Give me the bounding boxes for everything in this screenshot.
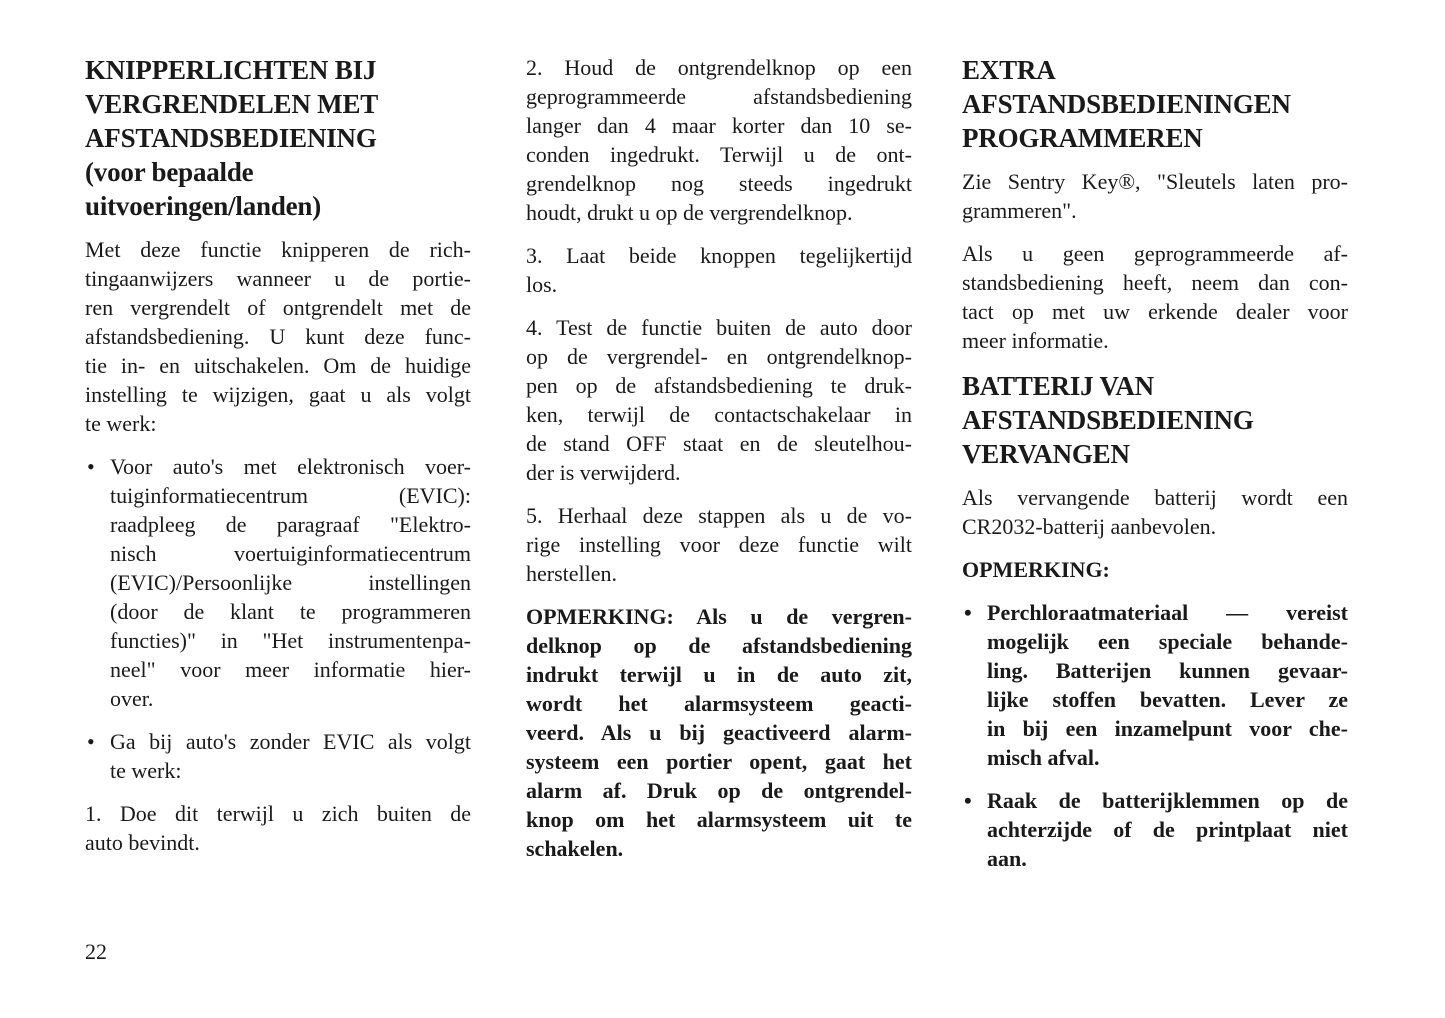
paragraph <box>526 53 912 227</box>
text-line: standsbediening heeft, neem dan con- <box>962 270 1348 295</box>
text-line: tact op met uw erkende dealer voor <box>962 299 1348 324</box>
text-line: (voor bepaalde <box>85 157 254 187</box>
text-line: CR2032-batterij aanbevolen. <box>962 514 1217 539</box>
bullet-item <box>962 598 1348 772</box>
text-line: afstandsbediening. U kunt deze func- <box>85 324 471 349</box>
text-line: achterzijde of de printplaat niet <box>987 817 1348 842</box>
text-line: uitvoeringen/landen) <box>85 191 322 221</box>
paragraph <box>526 501 912 588</box>
text-line: knop om het alarmsysteem uit te <box>526 807 912 832</box>
text-line: Voor auto's met elektronisch voer- <box>110 454 471 479</box>
text-line: indrukt terwijl u in de auto zit, <box>526 662 912 687</box>
text-line: conden ingedrukt. Terwijl u de ont- <box>526 142 912 167</box>
text-line: raadpleeg de paragraaf "Elektro- <box>110 512 471 537</box>
text-line: BATTERIJ VAN <box>962 371 1154 401</box>
text-line: grammeren". <box>962 198 1077 223</box>
text-line: VERVANGEN <box>962 439 1130 469</box>
text-line: PROGRAMMEREN <box>962 123 1203 153</box>
text-line: Als u geen geprogrammeerde af- <box>962 241 1348 266</box>
text-line: Met deze functie knipperen de rich- <box>85 237 471 262</box>
text-line: herstellen. <box>526 561 618 586</box>
text-line: AFSTANDSBEDIENING <box>962 405 1254 435</box>
text-line: te werk: <box>110 758 182 783</box>
text-line: de stand OFF staat en de sleutelhou- <box>526 431 912 456</box>
text-line: OPMERKING: Als u de vergren- <box>526 604 912 629</box>
text-line: 3. Laat beide knoppen tegelijkertijd <box>526 243 912 268</box>
text-line: 2. Houd de ontgrendelknop op een <box>526 55 912 80</box>
text-line: wordt het alarmsysteem geacti- <box>526 691 912 716</box>
text-line: mogelijk een speciale behande- <box>987 629 1348 654</box>
column-1 <box>85 53 471 871</box>
paragraph <box>85 799 471 857</box>
text-line: AFSTANDSBEDIENINGEN <box>962 89 1291 119</box>
text-line: auto bevindt. <box>85 830 200 855</box>
paragraph <box>962 483 1348 541</box>
paragraph <box>85 235 471 438</box>
text-line: rige instelling voor deze functie wilt <box>526 532 912 557</box>
paragraph <box>962 167 1348 225</box>
text-line: ling. Batterijen kunnen gevaar- <box>987 658 1348 683</box>
section-heading <box>962 53 1348 155</box>
text-line: Ga bij auto's zonder EVIC als volgt <box>110 729 471 754</box>
text-line: OPMERKING: <box>962 557 1110 582</box>
paragraph <box>526 602 912 863</box>
text-line: (door de klant te programmeren <box>110 599 471 624</box>
text-line: langer dan 4 maar korter dan 10 se- <box>526 113 912 138</box>
paragraph <box>962 555 1348 584</box>
bullet-icon: • <box>964 600 972 625</box>
column-2 <box>526 53 912 877</box>
text-line: grendelknop nog steeds ingedrukt <box>526 171 912 196</box>
bullet-icon: • <box>87 729 95 754</box>
bullet-item <box>962 786 1348 873</box>
text-line: aan. <box>987 846 1027 871</box>
text-line: neel" voor meer informatie hier- <box>110 657 471 682</box>
text-line: pen op de afstandsbediening te druk- <box>526 373 912 398</box>
bullet-icon: • <box>964 788 972 813</box>
text-line: EXTRA <box>962 55 1056 85</box>
text-line: geprogrammeerde afstandsbediening <box>526 84 912 109</box>
text-line: 5. Herhaal deze stappen als u de vo- <box>526 503 912 528</box>
section-heading <box>85 53 471 223</box>
text-line: te werk: <box>85 411 157 436</box>
text-line: alarm af. Druk op de ontgrendel- <box>526 778 912 803</box>
paragraph <box>526 241 912 299</box>
text-line: 1. Doe dit terwijl u zich buiten de <box>85 801 471 826</box>
text-line: systeem een portier opent, gaat het <box>526 749 912 774</box>
text-line: AFSTANDSBEDIENING <box>85 123 377 153</box>
text-line: meer informatie. <box>962 328 1109 353</box>
text-line: KNIPPERLICHTEN BIJ <box>85 55 377 85</box>
text-line: 4. Test de functie buiten de auto door <box>526 315 912 340</box>
bullet-icon: • <box>87 454 95 479</box>
section-heading <box>962 369 1348 471</box>
text-line: Perchloraatmateriaal — vereist <box>987 600 1348 625</box>
paragraph <box>962 239 1348 355</box>
text-line: tuiginformatiecentrum (EVIC): <box>110 483 471 508</box>
text-line: op de vergrendel- en ontgrendelknop- <box>526 344 912 369</box>
text-line: ken, terwijl de contactschakelaar in <box>526 402 912 427</box>
text-line: nisch voertuiginformatiecentrum <box>110 541 471 566</box>
text-line: houdt, drukt u op de vergrendelknop. <box>526 200 853 225</box>
bullet-item <box>85 452 471 713</box>
text-line: (EVIC)/Persoonlijke instellingen <box>110 570 471 595</box>
text-line: veerd. Als u bij geactiveerd alarm- <box>526 720 912 745</box>
text-line: over. <box>110 686 154 711</box>
text-line: schakelen. <box>526 836 624 861</box>
text-line: instelling te wijzigen, gaat u als volgt <box>85 382 471 407</box>
text-line: lijke stoffen bevatten. Lever ze <box>987 687 1348 712</box>
text-line: delknop op de afstandsbediening <box>526 633 912 658</box>
bullet-item <box>85 727 471 785</box>
column-3 <box>962 53 1348 887</box>
text-line: in bij een inzamelpunt voor che- <box>987 716 1348 741</box>
text-line: Zie Sentry Key®, "Sleutels laten pro- <box>962 169 1348 194</box>
text-line: Als vervangende batterij wordt een <box>962 485 1348 510</box>
text-line: tie in- en uitschakelen. Om de huidige <box>85 353 471 378</box>
text-line: ren vergrendelt of ontgrendelt met de <box>85 295 471 320</box>
text-line: tingaanwijzers wanneer u de portie- <box>85 266 471 291</box>
text-line: Raak de batterijklemmen op de <box>987 788 1348 813</box>
text-line: der is verwijderd. <box>526 460 681 485</box>
text-line: los. <box>526 272 558 297</box>
text-line: VERGRENDELEN MET <box>85 89 379 119</box>
text-line: functies)" in "Het instrumentenpa- <box>110 628 471 653</box>
page-number: 22 <box>85 939 107 964</box>
paragraph <box>526 313 912 487</box>
text-line: misch afval. <box>987 745 1100 770</box>
